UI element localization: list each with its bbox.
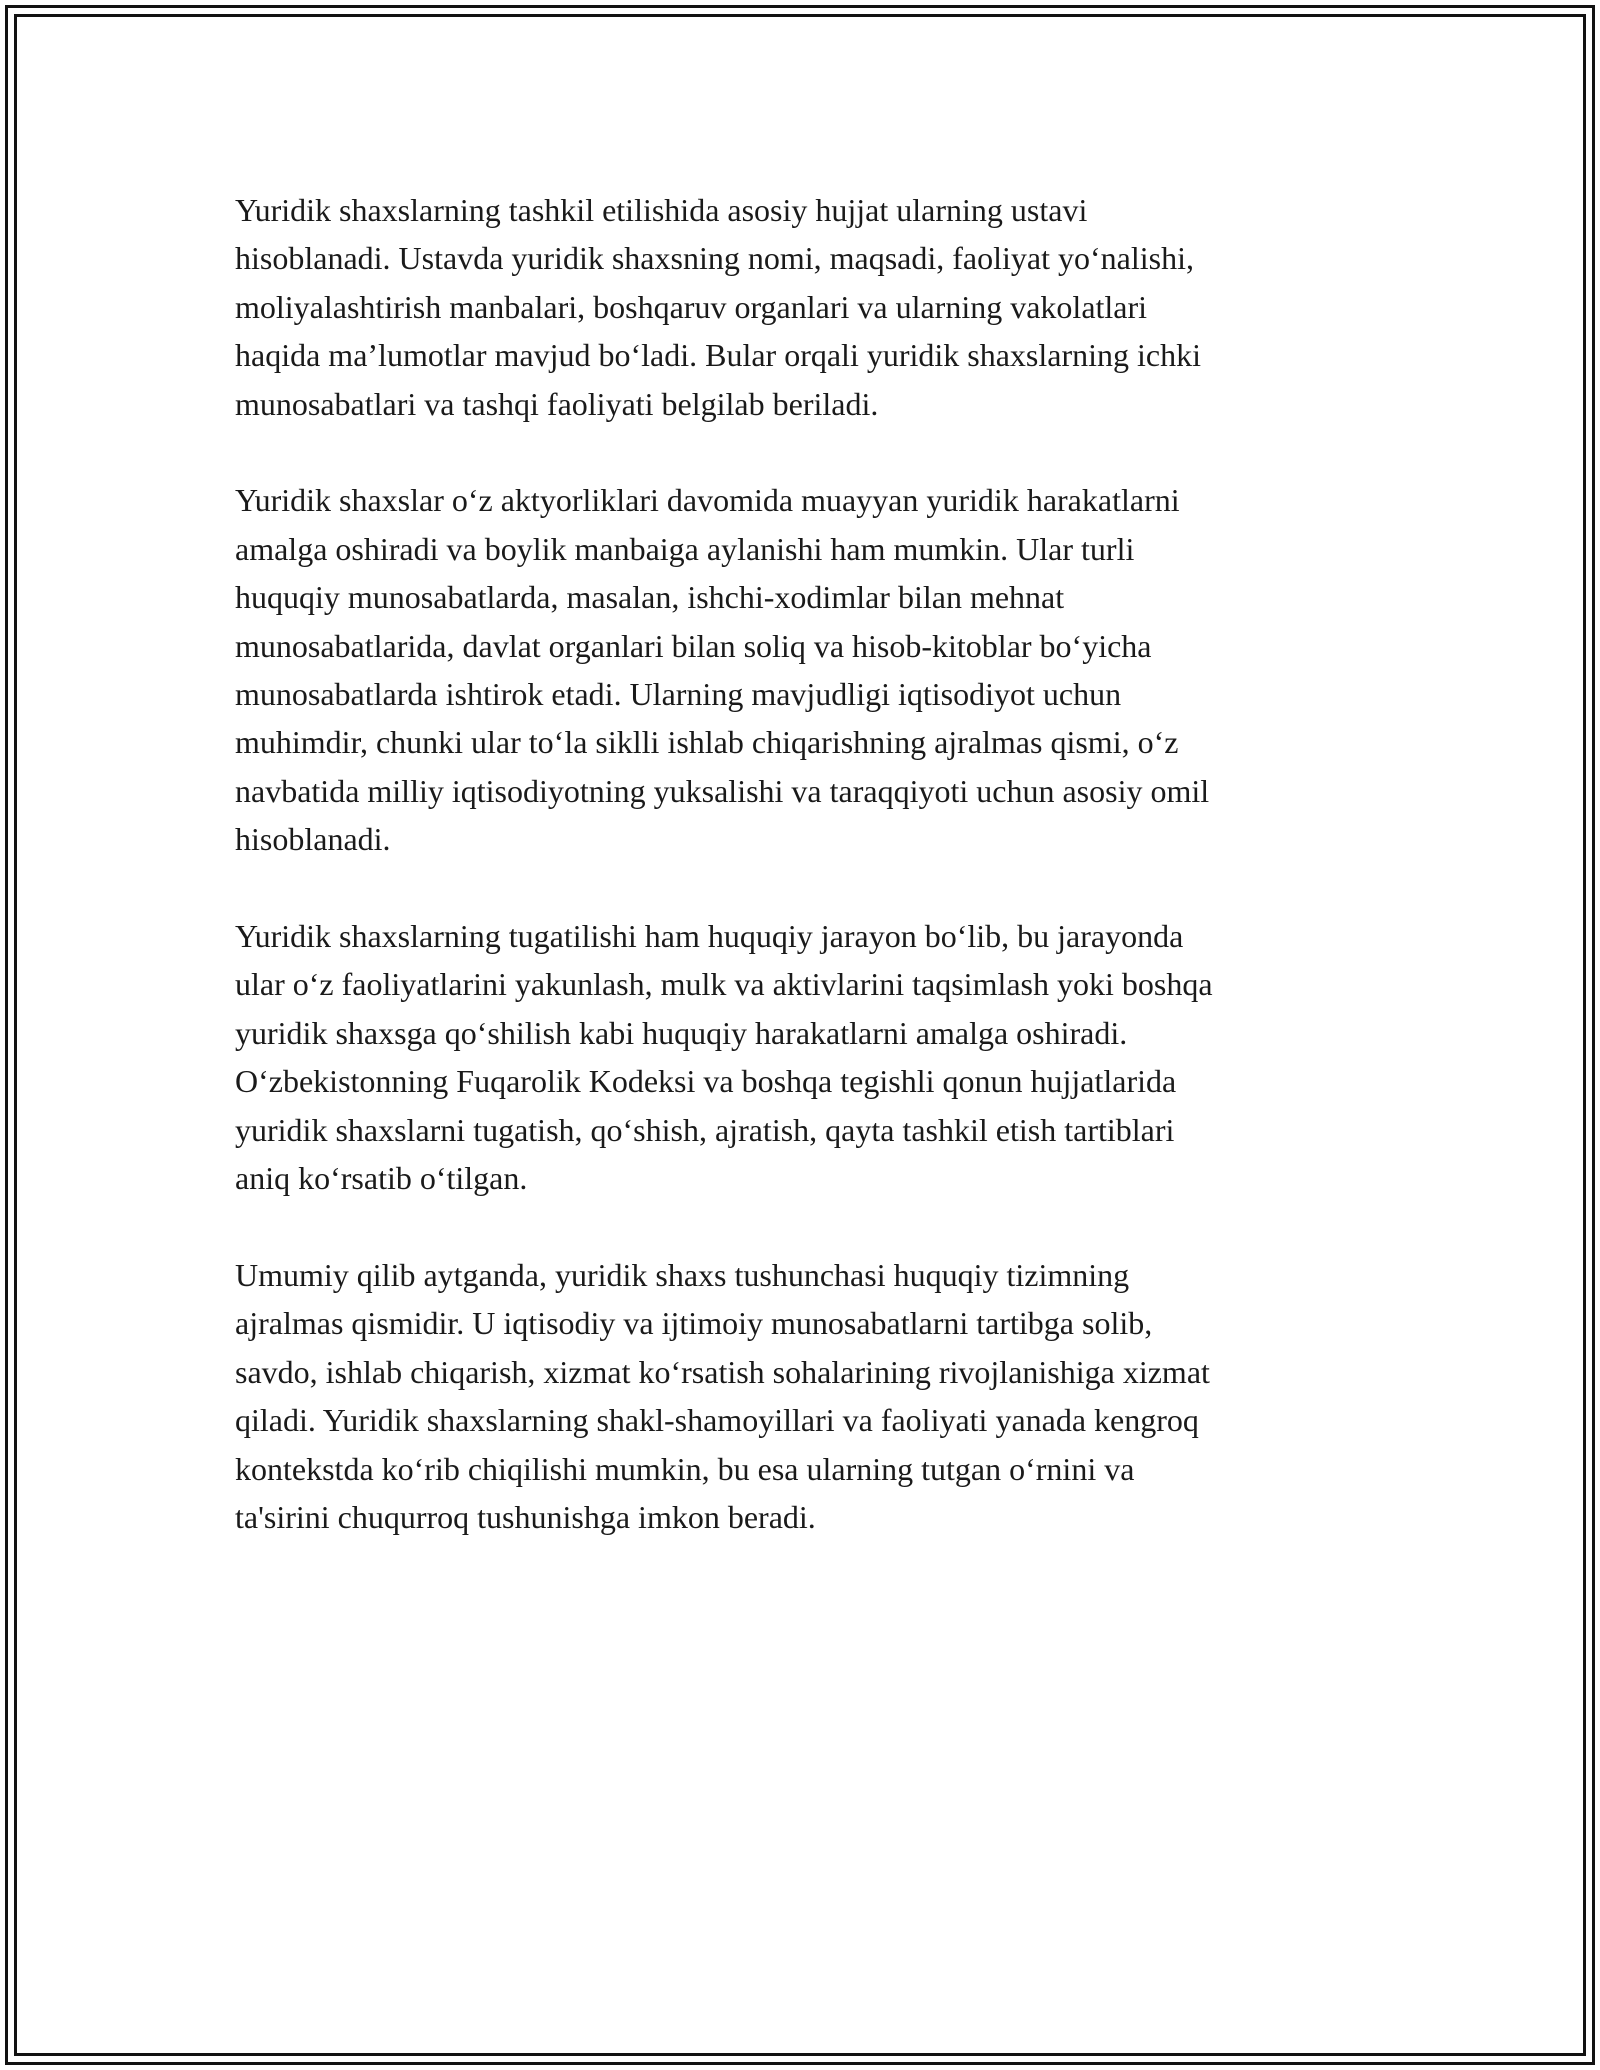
text-line: munosabatlarda ishtirok etadi. Ularning mavjudligi iqtisodiyot uchun [235, 676, 1122, 713]
text-line: Yuridik shaxslar o‘z aktyorliklari davomida muayyan yuridik harakatlarni [235, 482, 1180, 519]
text-line: hisoblanadi. Ustavda yuridik shaxsning nomi, maqsadi, faoliyat yo‘nalishi, [235, 240, 1194, 277]
paragraph-2 [235, 476, 1365, 863]
paragraph-3 [235, 912, 1365, 1202]
paragraph-1 [235, 186, 1365, 428]
text-line: hisoblanadi. [235, 821, 391, 858]
text-line: qiladi. Yuridik shaxslarning shakl-shamoyillari va faoliyati yanada kengroq [235, 1402, 1199, 1439]
text-line: Umumiy qilib aytganda, yuridik shaxs tushunchasi huquqiy tizimning [235, 1256, 1130, 1293]
text-line: moliyalashtirish manbalari, boshqaruv organlari va ularning vakolatlari [235, 288, 1148, 325]
text-line: O‘zbekistonning Fuqarolik Kodeksi va boshqa tegishli qonun hujjatlarida [235, 1063, 1177, 1100]
text-line: huquqiy munosabatlarda, masalan, ishchi-xodimlar bilan mehnat [235, 579, 1065, 616]
text-line: haqida ma’lumotlar mavjud bo‘ladi. Bular orqali yuridik shaxslarning ichki [235, 337, 1201, 374]
text-line: amalga oshiradi va boylik manbaiga aylanishi ham mumkin. Ular turli [235, 530, 1135, 567]
text-line: Yuridik shaxslarning tugatilishi ham huquqiy jarayon bo‘lib, bu jarayonda [235, 918, 1184, 955]
text-line: ta'sirini chuqurroq tushunishga imkon beradi. [235, 1498, 816, 1535]
text-line: aniq ko‘rsatib o‘tilgan. [235, 1160, 528, 1197]
text-line: muhimdir, chunki ular to‘la siklli ishlab chiqarishning ajralmas qismi, o‘z [235, 724, 1179, 761]
text-line: yuridik shaxsga qo‘shilish kabi huquqiy harakatlarni amalga oshiradi. [235, 1014, 1128, 1051]
text-line: munosabatlari va tashqi faoliyati belgilab beriladi. [235, 385, 879, 422]
paragraph-4 [235, 1251, 1365, 1541]
text-line: ular o‘z faoliyatlarini yakunlash, mulk va aktivlarini taqsimlash yoki boshqa [235, 966, 1213, 1003]
text-line: Yuridik shaxslarning tashkil etilishida asosiy hujjat ularning ustavi [235, 192, 1088, 228]
text-line: kontekstda ko‘rib chiqilishi mumkin, bu esa ularning tutgan o‘rnini va [235, 1450, 1135, 1487]
text-line: ajralmas qismidir. U iqtisodiy va ijtimoiy munosabatlarni tartibga solib, [235, 1305, 1153, 1342]
text-line: navbatida milliy iqtisodiyotning yuksalishi va taraqqiyoti uchun asosiy omil [235, 772, 1210, 809]
text-line: yuridik shaxslarni tugatish, qo‘shish, ajratish, qayta tashkil etish tartiblari [235, 1111, 1175, 1148]
document-body [235, 186, 1365, 1590]
text-line: savdo, ishlab chiqarish, xizmat ko‘rsatish sohalarining rivojlanishiga xizmat [235, 1353, 1210, 1390]
text-line: munosabatlarida, davlat organlari bilan soliq va hisob-kitoblar bo‘yicha [235, 627, 1152, 664]
